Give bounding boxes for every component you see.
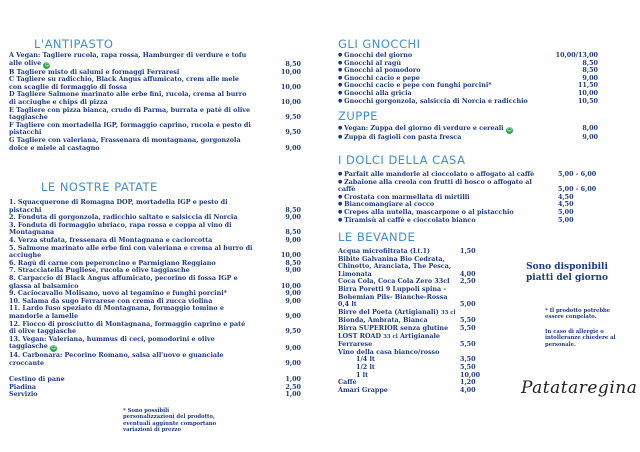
gnocchi-item bbox=[338, 98, 598, 106]
item-text: B Tagliere misto di salumi e formaggi Ferraresi bbox=[9, 67, 180, 76]
dolce-item bbox=[338, 179, 608, 194]
item-text: Zabaione alla creola con frutti di bosco o affogato al caffè bbox=[338, 177, 532, 194]
item-price: 10,00 bbox=[577, 88, 598, 97]
item-price: 9,00 bbox=[582, 73, 598, 82]
item-price: 3,50 bbox=[460, 355, 476, 364]
item-price: 5,00 - 6,00 bbox=[558, 170, 597, 178]
item-text: Gnocchi cacio e pepe con funghi porcini* bbox=[344, 81, 492, 90]
item-price: 2,50 bbox=[460, 277, 476, 286]
item-price: 5,00 bbox=[558, 215, 574, 224]
patate-item bbox=[9, 275, 301, 290]
bevanda-item bbox=[338, 333, 504, 349]
bullet-icon: ● bbox=[338, 97, 345, 104]
item-text: Servizio bbox=[9, 390, 38, 399]
dolci-title: I DOLCI DELLA CASA bbox=[338, 153, 466, 167]
daily-dishes-headline: Sono disponibili piatti del giorno bbox=[526, 262, 608, 283]
item-text: 12. Fiocco di prosciutto di Montagnana, formaggio caprino e paté di olive taggiasche bbox=[9, 319, 246, 336]
dolce-item bbox=[338, 217, 608, 225]
bevanda-item bbox=[338, 309, 504, 325]
item-price: 1,00 bbox=[285, 375, 301, 383]
item-text: A Vegan: Tagliere rucola, rapa rossa, Hamburger di verdure e tofu alle olive bbox=[9, 51, 247, 67]
bullet-icon: ● bbox=[338, 216, 345, 223]
patate-item bbox=[9, 245, 301, 260]
extra-item bbox=[9, 376, 301, 384]
bevanda-item bbox=[338, 286, 504, 309]
item-text: 6. Ragù di carne con peperoncino e Parmigiano Reggiano bbox=[9, 258, 216, 267]
item-text: LOST ROAD bbox=[338, 331, 382, 340]
item-price: 5,50 bbox=[460, 362, 476, 371]
item-text: F Tagliere con mortadella IGP, formaggio caprino, rucola e pesto di pistacchi bbox=[9, 120, 251, 137]
item-text: D Tagliere Salmone marinato alle erbe fini, rucola, crema al burro di acciughe e chips di pizza bbox=[9, 90, 247, 106]
patate-item bbox=[9, 321, 301, 336]
item-text-2: Artigianale Ferrarese bbox=[338, 331, 440, 349]
bevanda-item bbox=[338, 387, 504, 395]
item-text: Gnocchi al ragù bbox=[344, 58, 401, 67]
item-price: 8,50 bbox=[582, 58, 598, 67]
item-text: Acqua microfiltrata (Lt.1) bbox=[338, 247, 431, 255]
bevande-list bbox=[338, 248, 504, 394]
item-price: 10,00 bbox=[280, 281, 301, 290]
item-text: Crepes alla nutella, mascarpone o al pistacchio bbox=[344, 207, 514, 216]
item-price: 8,50 bbox=[582, 66, 598, 75]
item-price: 8,50 bbox=[285, 228, 301, 237]
item-text: Piadina bbox=[9, 382, 37, 391]
patate-item bbox=[9, 305, 301, 320]
item-price: 5,00 bbox=[460, 300, 476, 309]
item-text: Parfait alle mandorle al cioccolato o affogato al caffè bbox=[344, 170, 535, 178]
personalization-note: * Sono possibili personalizzazioni del prodotto, eventuali aggiunte comportano variazioni di prezzo bbox=[123, 408, 217, 434]
item-price: 10,00 bbox=[280, 67, 301, 76]
zuppa-item bbox=[338, 134, 598, 142]
item-volume: 33 cl bbox=[441, 309, 456, 316]
bullet-icon: ● bbox=[338, 208, 345, 215]
vegan-smiley-icon: ☺ bbox=[44, 61, 50, 68]
item-text: Bibite Galvanina Bio Cedrata, Chinotto, Aranciata, The Pesca, Limonata bbox=[338, 254, 452, 278]
frozen-note: * Il prodotto potrebbe essere congelato. bbox=[545, 308, 611, 321]
item-text: Amari Grappe bbox=[338, 385, 388, 394]
item-price: 9,00 bbox=[285, 311, 301, 320]
item-text: Birre del Poeta (Artigianali) bbox=[338, 307, 439, 316]
item-price: 10,00 bbox=[280, 251, 301, 260]
item-price: 10,00 bbox=[280, 82, 301, 91]
item-text: 11. Lardo fuso speziato di Montagnana, formaggio tomino e mandorle a lamelle bbox=[9, 304, 224, 320]
item-price: 5,00 bbox=[558, 207, 574, 216]
patate-title: LE NOSTRE PATATE bbox=[41, 180, 158, 194]
antipasto-item bbox=[9, 76, 301, 91]
patate-item bbox=[9, 199, 301, 214]
bullet-icon: ● bbox=[338, 178, 345, 185]
bullet-icon: ● bbox=[338, 171, 345, 177]
antipasto-item bbox=[9, 91, 301, 106]
item-price: 1,50 bbox=[460, 247, 476, 255]
patate-item bbox=[9, 352, 301, 367]
item-price: 9,00 bbox=[285, 296, 301, 305]
item-text: 8. Carpaccio di Black Angus affumicato, pecorino di fossa IGP e glassa al balsamico bbox=[9, 273, 238, 290]
item-price: 9,00 bbox=[285, 213, 301, 222]
zuppe-title: ZUPPE bbox=[338, 109, 378, 123]
bevanda-item bbox=[338, 256, 504, 279]
item-text: 1/4 lt bbox=[356, 355, 375, 364]
item-text: Vino della casa bianco/rosso bbox=[338, 347, 440, 356]
patate-item bbox=[9, 336, 301, 353]
bullet-icon: ● bbox=[338, 67, 345, 74]
item-text: Gnocchi gorgonzola, salsiccia di Norcia e radicchio bbox=[344, 96, 528, 105]
item-price: 2,50 bbox=[285, 382, 301, 391]
item-text: Birra SUPERIOR senza glutine bbox=[338, 323, 449, 332]
vegan-smiley-icon: ☺ bbox=[50, 345, 57, 352]
item-price: 8,50 bbox=[285, 60, 301, 68]
item-text: C Tagliere su radicchio, Black Angus affumicato, crem alle mele con scaglie di formaggio di fossa bbox=[9, 75, 239, 91]
bullet-icon: ● bbox=[338, 193, 345, 200]
item-price: 1,00 bbox=[285, 390, 301, 399]
item-price: 9,50 bbox=[285, 113, 301, 122]
bevande-title: LE BEVANDE bbox=[338, 230, 416, 244]
item-text: Caffè bbox=[338, 378, 357, 387]
item-price: 5,50 bbox=[460, 323, 476, 332]
extra-item bbox=[9, 384, 301, 392]
dolci-list bbox=[338, 171, 608, 224]
item-price: 4,00 bbox=[460, 269, 476, 278]
item-price: 10,50 bbox=[577, 96, 598, 105]
antipasto-title: L'ANTIPASTO bbox=[34, 37, 114, 51]
patate-list bbox=[9, 199, 301, 367]
item-text-2: Bionda, Ambrata, Bianca bbox=[338, 316, 428, 325]
item-text: 3. Fonduta di formaggio ubriaco, rapa rossa e coppa al vino di Montagnana bbox=[9, 220, 232, 237]
antipasto-list bbox=[9, 52, 301, 152]
item-text: 9. Caciocavallo Molisano, uovo al tegamino e funghi porcini* bbox=[9, 289, 228, 298]
item-text: Gnocchi alla gricia bbox=[344, 88, 412, 97]
patataregina-logo: Patataregina bbox=[521, 378, 638, 398]
item-text: 1/2 lt bbox=[356, 362, 375, 371]
item-text: Cestino di pane bbox=[9, 375, 65, 383]
gnocchi-title: GLI GNOCCHI bbox=[338, 37, 421, 51]
item-text: Crostata con marmellata di mirtilli bbox=[344, 192, 470, 201]
item-price: 4,50 bbox=[558, 200, 574, 209]
extra-item bbox=[9, 391, 301, 399]
item-price: 5,50 bbox=[460, 316, 476, 325]
item-text: 1. Squacquerone di Romagna DOP, mortadella IGP e pesto di pistacchi bbox=[9, 198, 228, 214]
bullet-icon: ● bbox=[338, 74, 345, 81]
item-price: 9,00 bbox=[582, 133, 598, 141]
bevanda-item bbox=[338, 372, 504, 380]
item-price: 1,20 bbox=[460, 378, 476, 387]
bullet-icon: ● bbox=[338, 89, 345, 96]
item-price: 9,00 bbox=[285, 343, 301, 352]
bullet-icon: ● bbox=[338, 134, 345, 140]
item-price: 5,00 - 6,00 bbox=[558, 185, 597, 194]
item-volume: 33 cl bbox=[383, 333, 398, 340]
bullet-icon: ● bbox=[338, 82, 345, 89]
gnocchi-list bbox=[338, 52, 598, 105]
item-text: Coca Cola, Coca Cola Zero 33cl bbox=[338, 277, 450, 286]
item-price: 10,00 bbox=[280, 97, 301, 106]
item-price: 11,50 bbox=[577, 81, 598, 90]
item-price: 9,00 bbox=[285, 266, 301, 275]
patate-item bbox=[9, 222, 301, 237]
item-text: 10. Salama da sugo Ferrarese con crema di zucca violina bbox=[9, 296, 213, 305]
item-price: 9,50 bbox=[285, 128, 301, 137]
allergy-note: In caso di allergie o intolleranze chiedere al personale. bbox=[545, 329, 616, 348]
bullet-icon: ● bbox=[338, 59, 345, 66]
item-text: 5. Salmone marinato alle erbe fini con valeriana e crema al burro di acciughe bbox=[9, 243, 253, 260]
item-price: 9,00 bbox=[285, 358, 301, 367]
item-price: 4,50 bbox=[558, 192, 574, 201]
item-price: 8,50 bbox=[285, 258, 301, 267]
antipasto-item bbox=[9, 122, 301, 137]
item-price: 9,00 bbox=[285, 235, 301, 244]
item-text: Gnocchi del giorno bbox=[344, 51, 413, 59]
item-text: Vegan: Zuppa del giorno di verdure e cereali bbox=[344, 124, 504, 132]
item-text: Birra Poretti 9 Luppoli spina - Bohemian Pils- Bianche-Rossa 0,4 lt bbox=[338, 284, 448, 309]
item-price: 9,50 bbox=[285, 327, 301, 336]
item-text: Gnocchi cacio e pepe bbox=[344, 73, 420, 82]
item-text: Zuppa di fagioli con pasta fresca bbox=[344, 133, 462, 141]
item-text: E Tagliere con pizza bianca, crudo di Parma, burrata e paté di olive taggiasche bbox=[9, 105, 251, 122]
extras-list bbox=[9, 376, 301, 399]
zuppe-list bbox=[338, 125, 598, 142]
item-price: 9,00 bbox=[285, 289, 301, 298]
item-text: Gnocchi al pomodoro bbox=[344, 66, 421, 75]
antipasto-item bbox=[9, 52, 301, 69]
bullet-icon: ● bbox=[338, 201, 345, 208]
bullet-icon: ● bbox=[338, 52, 345, 58]
bullet-icon: ● bbox=[338, 125, 345, 131]
item-text: 1 lt bbox=[356, 370, 369, 379]
item-price: 10,00 bbox=[460, 370, 481, 379]
item-price: 9,00 bbox=[285, 143, 301, 152]
antipasto-item bbox=[9, 107, 301, 122]
item-price: 5,50 bbox=[460, 340, 476, 349]
item-price: 4,00 bbox=[460, 385, 476, 394]
item-text: Tiramisù al caffè e cioccolato bianco bbox=[344, 215, 476, 224]
item-text: G Tagliere con valeriana, Frassenara di montagnana, gorgonzola dolce e miele al castagno bbox=[9, 135, 241, 152]
item-text: 4. Verza stufata, fressenara di Montagnana e caciorcotta bbox=[9, 235, 213, 244]
vegan-smiley-icon: ☺ bbox=[506, 127, 512, 133]
item-price: 8,00 bbox=[582, 124, 598, 132]
item-text: Biancomangiare al cocco bbox=[344, 200, 435, 209]
item-price: 10,00/13,00 bbox=[555, 51, 598, 59]
antipasto-item bbox=[9, 137, 301, 152]
item-text: 14. Carbonara: Pecorino Romano, salsa all'uovo e guanciale croccante bbox=[9, 351, 224, 367]
item-price: 8,50 bbox=[285, 205, 301, 214]
item-text: 7. Stracciatella Pugliese, rucola e olive taggiasche bbox=[9, 266, 190, 275]
item-text: 13. Vegan: Valeriana, hummus di ceci, pomodorini e olive taggiasche bbox=[9, 334, 215, 351]
item-text: 2. Fonduta di gorgonzola, radicchio saltato e salsiccia di Norcia bbox=[9, 213, 238, 222]
